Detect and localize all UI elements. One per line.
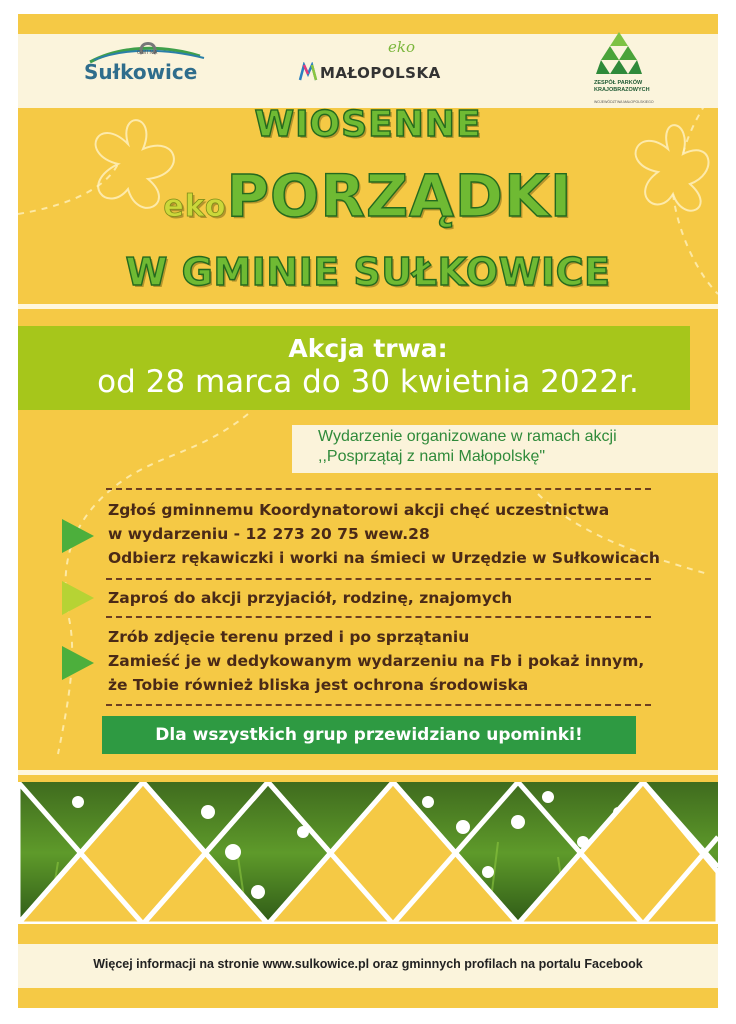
title-line-1: WIOSENNE [254, 104, 482, 145]
dates-label: Akcja trwa: [288, 334, 448, 363]
footer-text: Więcej informacji na stronie www.sulkowice.pl oraz gminnych profilach na portalu Facebook [93, 957, 643, 971]
footer-band [18, 944, 718, 988]
malopolska-name: MAŁOPOLSKA [320, 64, 441, 82]
gmina-label: GMINA [137, 50, 159, 56]
step-1-line-3: Odbierz rękawiczki i worki na śmieci w Urzędzie w Sułkowicach [108, 549, 660, 567]
dates-range: od 28 marca do 30 kwietnia 2022r. [97, 364, 639, 400]
divider-top [18, 304, 718, 309]
dashed-divider [106, 488, 651, 490]
title-line-2 [18, 162, 718, 230]
dashed-divider [106, 578, 651, 580]
poster [18, 14, 718, 1008]
title-porzadki: PORZĄDKI [226, 162, 573, 230]
step-1-line-2: w wydarzeniu - 12 273 20 75 wew.28 [108, 525, 430, 543]
step-3-line-1: Zrób zdjęcie terenu przed i po sprzątaniu [108, 628, 470, 646]
step-3-line-3: że Tobie również bliska jest ochrona środowiska [108, 676, 529, 694]
step-1-line-1: Zgłoś gminnemu Koordynatorowi akcji chęć uczestnictwa [108, 501, 610, 519]
zpk-logo [578, 30, 698, 108]
malopolska-logo [298, 38, 468, 88]
zpk-sub: WOJEWÓDZTWA MAŁOPOLSKIEGO [594, 100, 654, 104]
title-eko: eko [163, 189, 227, 224]
divider-photo [18, 770, 718, 775]
sulkowice-logo [80, 36, 220, 90]
sulkowice-name: Sułkowice [84, 60, 198, 84]
dashed-divider [106, 704, 651, 706]
organizer-box [292, 425, 718, 473]
arrow-icon [62, 646, 94, 680]
dashed-divider [106, 616, 651, 618]
arrow-icon [62, 581, 94, 615]
gifts-banner: Dla wszystkich grup przewidziano upominki! [102, 716, 636, 754]
malopolska-m-icon [298, 62, 318, 82]
organizer-line-1: Wydarzenie organizowane w ramach akcji [318, 428, 617, 445]
mountains-icon [596, 30, 642, 76]
zpk-name: ZESPÓŁ PARKÓW KRAJOBRAZOWYCH [594, 80, 650, 93]
step-3-line-2: Zamieść je w dedykowanym wydarzeniu na Fb i pokaż innym, [108, 652, 645, 670]
organizer-line-2: ,,Posprzątaj z nami Małopolskę" [318, 448, 546, 465]
arrow-icon [62, 519, 94, 553]
title-line-3: W GMINIE SUŁKOWICE [125, 250, 611, 294]
eko-label: eko [388, 38, 415, 56]
flower-meadow-photo [18, 782, 718, 924]
step-2-line-1: Zaproś do akcji przyjaciół, rodzinę, znajomych [108, 589, 513, 607]
